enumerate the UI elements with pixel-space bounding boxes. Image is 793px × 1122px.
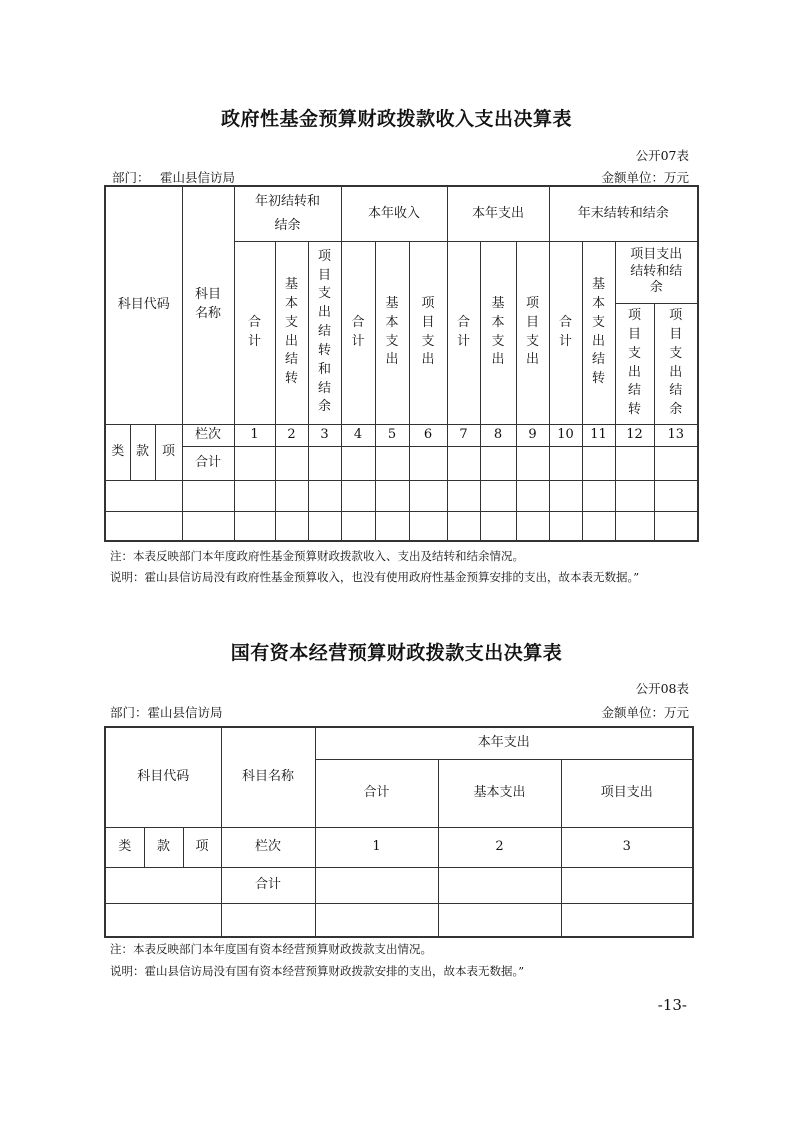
empty-cell xyxy=(615,511,654,541)
empty-cell xyxy=(409,511,447,541)
table1-department: 霍山县信访局 xyxy=(160,170,236,185)
empty-cell xyxy=(409,446,447,480)
column-number: 3 xyxy=(561,827,693,867)
total-label: 合计 xyxy=(182,446,234,480)
header-expense-total: 合计 xyxy=(447,241,480,424)
empty-cell xyxy=(438,867,561,903)
empty-cell xyxy=(105,511,182,541)
column-number: 7 xyxy=(447,424,480,446)
empty-cell xyxy=(438,903,561,937)
table1 xyxy=(104,185,699,542)
empty-cell xyxy=(275,480,308,511)
empty-cell xyxy=(516,511,549,541)
empty-cell xyxy=(654,480,698,511)
column-number: 13 xyxy=(654,424,698,446)
header-basic: 基本支出 xyxy=(438,759,561,827)
empty-cell xyxy=(182,480,234,511)
table2-note: 注：本表反映部门本年度国有资本经营预算财政拨款支出情况。 xyxy=(110,942,432,956)
empty-cell xyxy=(447,446,480,480)
empty-cell xyxy=(654,446,698,480)
empty-cell xyxy=(480,511,516,541)
header-income-total: 合计 xyxy=(341,241,375,424)
column-number: 6 xyxy=(409,424,447,446)
empty-cell xyxy=(308,480,341,511)
column-number: 12 xyxy=(615,424,654,446)
column-number: 4 xyxy=(341,424,375,446)
empty-cell xyxy=(308,511,341,541)
empty-cell xyxy=(375,480,409,511)
empty-cell xyxy=(582,511,615,541)
header-subject-code: 科目代码 xyxy=(105,186,182,424)
empty-cell xyxy=(308,446,341,480)
header-end-basic: 基本支出结转 xyxy=(582,241,615,424)
empty-cell xyxy=(516,446,549,480)
empty-cell xyxy=(447,480,480,511)
column-number: 10 xyxy=(549,424,582,446)
table-row xyxy=(105,511,698,541)
table-row-total xyxy=(105,867,693,903)
empty-cell xyxy=(341,511,375,541)
empty-cell xyxy=(549,511,582,541)
header-expense-basic: 基本支出 xyxy=(480,241,516,424)
header-group-end: 年末结转和结余 xyxy=(549,186,698,241)
column-number: 5 xyxy=(375,424,409,446)
empty-cell xyxy=(275,446,308,480)
total-label: 合计 xyxy=(221,867,315,903)
empty-cell xyxy=(341,446,375,480)
empty-cell xyxy=(105,867,221,903)
header-lei: 类 xyxy=(105,424,130,480)
table2-code: 公开08表 xyxy=(635,681,689,696)
table1-title: 政府性基金预算财政拨款收入支出决算表 xyxy=(220,108,572,130)
empty-cell xyxy=(341,480,375,511)
header-subject-code: 科目代码 xyxy=(105,727,221,827)
empty-cell xyxy=(561,867,693,903)
empty-cell xyxy=(615,446,654,480)
empty-cell xyxy=(409,480,447,511)
table-row xyxy=(105,480,698,511)
header-end-total: 合计 xyxy=(549,241,582,424)
empty-cell xyxy=(615,480,654,511)
header-group-expense: 本年支出 xyxy=(315,727,693,759)
empty-cell xyxy=(234,511,275,541)
empty-cell xyxy=(182,511,234,541)
header-begin-total: 合计 xyxy=(234,241,275,424)
header-kuan: 款 xyxy=(144,827,183,867)
table-row-total xyxy=(105,446,698,480)
table2-explanation: 说明：霍山县信访局没有国有资本经营预算财政拨款安排的支出，故本表无数据。” xyxy=(110,964,525,978)
header-income-basic: 基本支出 xyxy=(375,241,409,424)
empty-cell xyxy=(375,446,409,480)
table2-department: 部门：霍山县信访局 xyxy=(110,705,223,720)
header-group-begin: 年初结转和结余 xyxy=(234,186,341,241)
header-expense-project: 项目支出 xyxy=(516,241,549,424)
empty-cell xyxy=(221,903,315,937)
empty-cell xyxy=(561,903,693,937)
table2-unit: 金额单位：万元 xyxy=(601,705,689,720)
empty-cell xyxy=(234,446,275,480)
empty-cell xyxy=(315,867,438,903)
table2 xyxy=(104,726,694,938)
empty-cell xyxy=(582,480,615,511)
header-xiang: 项 xyxy=(155,424,182,480)
column-number: 11 xyxy=(582,424,615,446)
empty-cell xyxy=(582,446,615,480)
table2-title: 国有资本经营预算财政拨款支出决算表 xyxy=(230,642,563,664)
empty-cell xyxy=(654,511,698,541)
column-number: 1 xyxy=(234,424,275,446)
empty-cell xyxy=(447,511,480,541)
column-index-label: 栏次 xyxy=(221,827,315,867)
header-income-project: 项目支出 xyxy=(409,241,447,424)
header-begin-project: 项目支出结转和结余 xyxy=(308,241,341,424)
empty-cell xyxy=(234,480,275,511)
empty-cell xyxy=(549,446,582,480)
header-lei: 类 xyxy=(105,827,144,867)
table1-code: 公开07表 xyxy=(635,148,689,163)
column-number: 8 xyxy=(480,424,516,446)
empty-cell xyxy=(480,480,516,511)
column-number: 2 xyxy=(438,827,561,867)
table1-note: 注：本表反映部门本年度政府性基金预算财政拨款收入、支出及结转和结余情况。 xyxy=(110,549,524,563)
empty-cell xyxy=(480,446,516,480)
column-number: 9 xyxy=(516,424,549,446)
page-number: -13- xyxy=(657,996,687,1014)
column-index-label: 栏次 xyxy=(182,424,234,446)
header-begin-basic: 基本支出结转 xyxy=(275,241,308,424)
table1-explanation: 说明：霍山县信访局没有政府性基金预算收入，也没有使用政府性基金预算安排的支出，故本表无数据。” xyxy=(110,570,640,584)
header-end-project-group: 项目支出结转和结余 xyxy=(615,241,698,303)
table-row xyxy=(105,903,693,937)
table1-unit: 金额单位：万元 xyxy=(601,170,689,185)
empty-cell xyxy=(375,511,409,541)
header-project: 项目支出 xyxy=(561,759,693,827)
header-subject-name: 科目名称 xyxy=(182,186,234,424)
empty-cell xyxy=(105,480,182,511)
header-group-income: 本年收入 xyxy=(341,186,447,241)
header-subject-name: 科目名称 xyxy=(221,727,315,827)
empty-cell xyxy=(275,511,308,541)
column-number: 3 xyxy=(308,424,341,446)
table1-department-label: 部门： xyxy=(112,170,150,185)
header-total: 合计 xyxy=(315,759,438,827)
header-end-project-carry: 项目支出结转 xyxy=(615,303,654,424)
empty-cell xyxy=(516,480,549,511)
empty-cell xyxy=(105,903,221,937)
header-xiang: 项 xyxy=(183,827,221,867)
column-number: 1 xyxy=(315,827,438,867)
empty-cell xyxy=(549,480,582,511)
empty-cell xyxy=(315,903,438,937)
header-end-project-surplus: 项目支出结余 xyxy=(654,303,698,424)
column-number: 2 xyxy=(275,424,308,446)
header-kuan: 款 xyxy=(130,424,155,480)
header-group-expense: 本年支出 xyxy=(447,186,549,241)
